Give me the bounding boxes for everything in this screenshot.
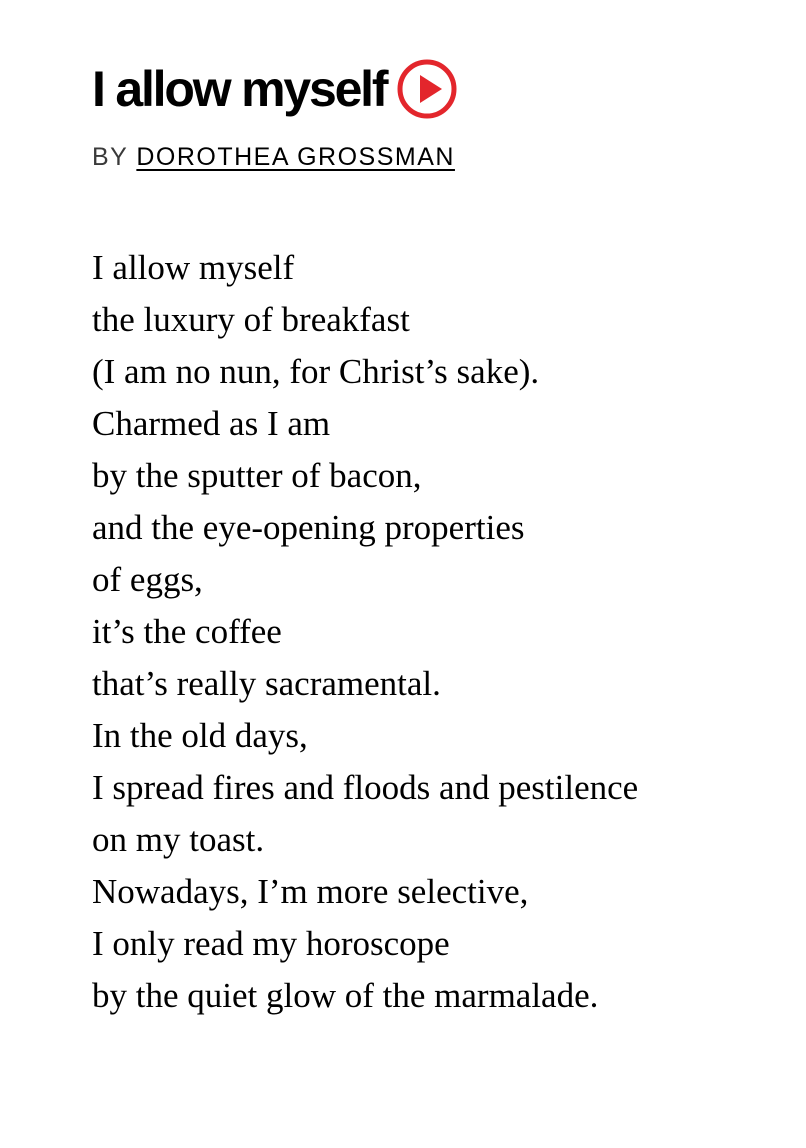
poem-line: Nowadays, I’m more selective, xyxy=(92,872,529,911)
poem-page xyxy=(92,58,782,1022)
poem-line: on my toast. xyxy=(92,820,265,859)
poem-title: I allow myself xyxy=(92,61,387,117)
poem-line: I only read my horoscope xyxy=(92,924,450,963)
poem-line: the luxury of breakfast xyxy=(92,300,410,339)
poem-line: and the eye-opening properties xyxy=(92,508,525,547)
poem-line: I allow myself xyxy=(92,248,295,287)
poem-line: In the old days, xyxy=(92,716,308,755)
poem-line: (I am no nun, for Christ’s sake). xyxy=(92,352,540,391)
poem-line: by the sputter of bacon, xyxy=(92,456,422,495)
poem-line: by the quiet glow of the marmalade. xyxy=(92,976,599,1015)
poem-line: it’s the coffee xyxy=(92,612,282,651)
poem-line: that’s really sacramental. xyxy=(92,664,441,703)
byline-prefix: BY xyxy=(92,143,128,171)
poem-line: Charmed as I am xyxy=(92,404,331,443)
poem-line: of eggs, xyxy=(92,560,203,599)
author-link[interactable]: DOROTHEA GROSSMAN xyxy=(136,143,455,171)
play-circle-icon xyxy=(396,58,458,120)
byline xyxy=(92,142,782,172)
play-audio-button[interactable] xyxy=(396,58,458,120)
title-row xyxy=(92,58,782,120)
poem-line: I spread fires and floods and pestilence xyxy=(92,768,639,807)
poem-body xyxy=(92,242,782,1022)
